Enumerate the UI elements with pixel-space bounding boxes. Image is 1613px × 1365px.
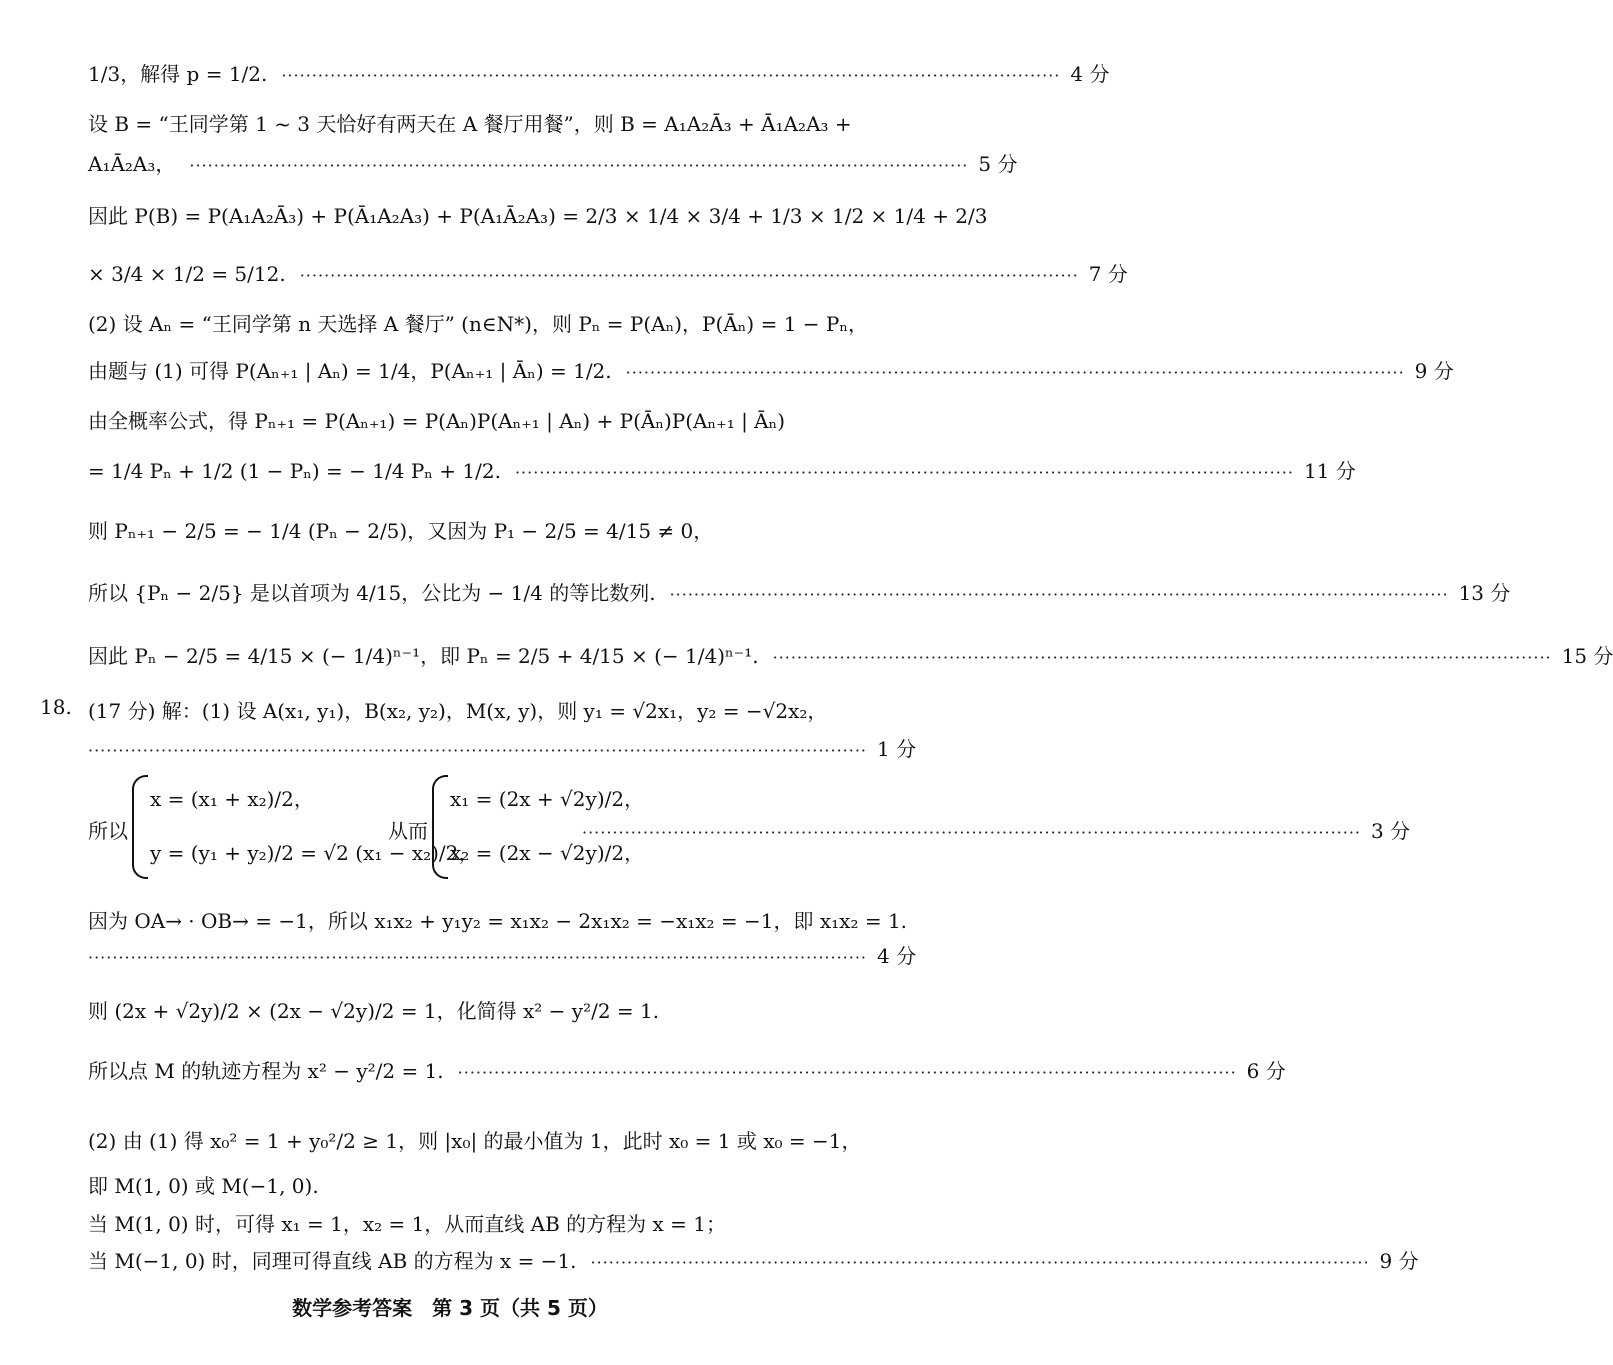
- answer-line: (2) 由 (1) 得 x₀² = 1 + y₀²/2 ≥ 1，则 |x₀| 的最小值为 1，此时 x₀ = 1 或 x₀ = −1，: [88, 1129, 862, 1153]
- answer-line: 当 M(1, 0) 时，可得 x₁ = 1，x₂ = 1，从而直线 AB 的方程为 x = 1；: [88, 1212, 726, 1236]
- equation-system-1: x = (x₁ + x₂)/2， y = (y₁ + y₂)/2 = √2 (x₁ − x₂)/2，: [132, 775, 382, 885]
- answer-line: 当 M(−1, 0) 时，同理可得直线 AB 的方程为 x = −1. ····· 9 分: [88, 1245, 858, 1274]
- answer-line: 因为 OA→ · OB→ = −1，所以 x₁x₂ + y₁y₂ = x₁x₂ − 2x₁x₂ = −x₁x₂ = −1，即 x₁x₂ = 1.: [88, 909, 908, 933]
- score-mark: 6 分: [1246, 1059, 1286, 1083]
- score-mark: 11 分: [1303, 459, 1356, 483]
- question-number: 18.: [40, 695, 72, 719]
- answer-line: 所以 {Pₙ − 2/5} 是以首项为 4/15，公比为 − 1/4 的等比数列. ····· 13 分: [88, 577, 858, 606]
- answer-line: 1/3，解得 p = 1/2. ····· 4 分: [88, 58, 858, 87]
- answer-line: 所以点 M 的轨迹方程为 x² − y²/2 = 1. ····· 6 分: [88, 1055, 858, 1084]
- answer-line: 由题与 (1) 可得 P(Aₙ₊₁ | Aₙ) = 1/4，P(Aₙ₊₁ | Āₙ) = 1/2. ····· 9 分: [88, 355, 858, 384]
- score-mark: 7 分: [1088, 262, 1128, 286]
- answer-line: 即 M(1, 0) 或 M(−1, 0).: [88, 1174, 319, 1198]
- score-mark: 15 分: [1561, 644, 1613, 668]
- score-mark: 4 分: [877, 944, 917, 968]
- score-mark: 4 分: [1070, 62, 1110, 86]
- answer-line: (17 分) 解：(1) 设 A(x₁, y₁)，B(x₂, y₂)，M(x, y)，则 y₁ = √2x₁，y₂ = −√2x₂，: [88, 699, 828, 723]
- answer-line: (2) 设 Aₙ = “王同学第 n 天选择 A 餐厅” (n∈N*)，则 Pₙ = P(Aₙ)，P(Āₙ) = 1 − Pₙ，: [88, 312, 868, 336]
- score-mark: 9 分: [1414, 359, 1454, 383]
- system-connector: 从而: [388, 819, 428, 843]
- answer-line: [88, 733, 917, 762]
- answer-line: = 1/4 Pₙ + 1/2 (1 − Pₙ) = − 1/4 Pₙ + 1/2. ····· 11 分: [88, 455, 858, 484]
- answer-line: 由全概率公式，得 Pₙ₊₁ = P(Aₙ₊₁) = P(Aₙ)P(Aₙ₊₁ | Aₙ) + P(Āₙ)P(Aₙ₊₁ | Āₙ): [88, 409, 786, 433]
- answer-line: 设 B = “王同学第 1 ~ 3 天恰好有两天在 A 餐厅用餐”，则 B = A₁A₂Ā₃ + Ā₁A₂A₃ +: [88, 112, 852, 136]
- score-mark: 1 分: [877, 737, 917, 761]
- answer-line: 所以 ····· 3 分: [88, 815, 858, 844]
- score-mark: 9 分: [1379, 1249, 1419, 1273]
- answer-line: 则 Pₙ₊₁ − 2/5 = − 1/4 (Pₙ − 2/5)，又因为 P₁ − 2/5 = 4/15 ≠ 0，: [88, 519, 714, 543]
- answer-line: A₁Ā₂A₃， ····· 5 分: [88, 148, 858, 177]
- answer-line: × 3/4 × 1/2 = 5/12. ····· 7 分: [88, 258, 858, 287]
- score-mark: 3 分: [1371, 819, 1411, 843]
- equation-system-2: x₁ = (2x + √2y)/2， x₂ = (2x − √2y)/2，: [432, 775, 582, 885]
- answer-line: [88, 940, 917, 969]
- answer-line: 则 (2x + √2y)/2 × (2x − √2y)/2 = 1，化简得 x² − y²/2 = 1.: [88, 999, 660, 1023]
- score-mark: 5 分: [978, 152, 1018, 176]
- answer-line: 因此 P(B) = P(A₁A₂Ā₃) + P(Ā₁A₂A₃) + P(A₁Ā₂A₃) = 2/3 × 1/4 × 3/4 + 1/3 × 1/2 × 1/4 + 2/3: [88, 204, 988, 228]
- answer-line: 因此 Pₙ − 2/5 = 4/15 × (− 1/4)ⁿ⁻¹，即 Pₙ = 2/5 + 4/15 × (− 1/4)ⁿ⁻¹. ····· 15 分: [88, 640, 858, 669]
- page-footer: 数学参考答案 第 3 页（共 5 页）: [292, 1296, 608, 1320]
- score-mark: 13 分: [1458, 581, 1511, 605]
